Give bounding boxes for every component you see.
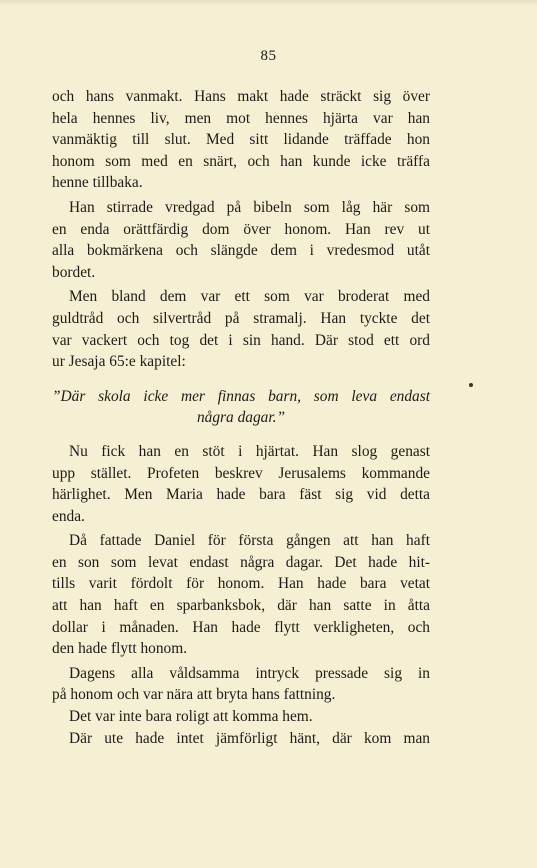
quote-line: några dagar.”: [196, 409, 286, 427]
text-line: Han stirrade vredgad på bibeln som låg här som: [69, 198, 430, 216]
text-line: på honom och var nära att bryta hans fattning.: [52, 686, 336, 704]
text-line: honom som med en snärt, och han kunde icke träffa: [52, 152, 430, 170]
text-line: härlighet. Men Maria hade bara fäst sig vid detta: [52, 486, 430, 504]
text-line: henne tillbaka.: [52, 174, 143, 192]
text-line: att han haft en sparbanksbok, där han satte in åtta: [52, 597, 430, 615]
text-line: bordet.: [52, 263, 96, 281]
text-line: enda.: [52, 507, 85, 525]
text-line: alla bokmärkena och slängde dem i vredesmod utåt: [52, 242, 430, 260]
text-line: var vackert och tog det i sin hand. Där stod ett ord: [52, 331, 430, 349]
text-line: vanmäktig till slut. Med sitt lidande träffade hon: [52, 131, 430, 149]
text-line: ur Jesaja 65:e kapitel:: [52, 353, 186, 371]
text-line: guldtråd och silvertråd på stramalj. Han tyckte det: [52, 309, 430, 327]
text-line: Det var inte bara roligt att komma hem.: [69, 708, 313, 726]
page-number: 85: [260, 48, 277, 64]
text-line: Dagens alla våldsamma intryck pressade sig in: [69, 664, 430, 682]
text-line: en enda orättfärdig dom över honom. Han rev ut: [52, 220, 430, 238]
text-line: en son som levat endast några dagar. Det hade hit-: [52, 553, 430, 571]
page-edge: [0, 0, 537, 6]
text-line: den hade flytt honom.: [52, 640, 188, 658]
margin-mark: [469, 383, 473, 387]
text-line: tills varit fördolt för honom. Han hade bara vetat: [52, 575, 430, 593]
text-line: Då fattade Daniel för första gången att han haft: [69, 532, 430, 550]
text-line: och hans vanmakt. Hans makt hade sträckt sig över: [52, 88, 430, 105]
text-line: Där ute hade intet jämförligt hänt, där kom man: [69, 729, 430, 747]
text-line: Men bland dem var ett som var broderat med: [69, 288, 430, 306]
text-line: dollar i månaden. Han hade flytt verkligheten, och: [52, 618, 430, 636]
quote-line: Nu fick han en stöt i hjärtat. Han slog genast: [69, 442, 430, 460]
body-text: [52, 86, 430, 749]
quote-line: ”Där skola icke mer finnas barn, som leva endast: [52, 387, 430, 405]
text-line: upp stället. Profeten beskrev Jerusalems kommande: [52, 464, 430, 482]
text-line: hela hennes liv, men mot hennes hjärta var han: [52, 109, 430, 127]
